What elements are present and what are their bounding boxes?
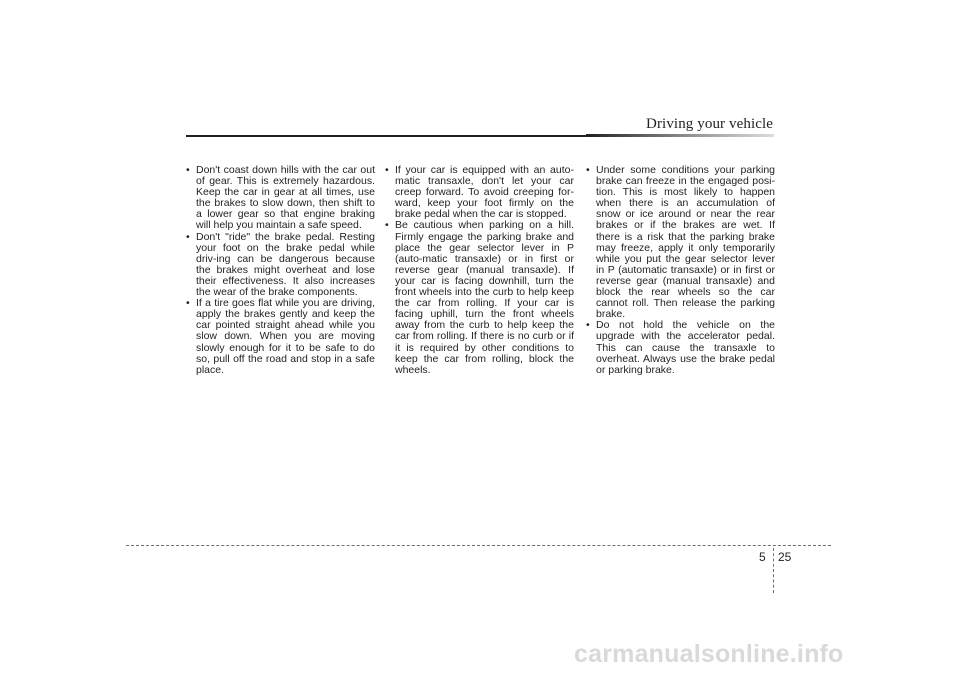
bullet-icon: • [186,164,190,176]
text-column-2 [384,165,574,376]
section-title: Driving your vehicle [646,116,773,132]
list-item-text: Don't coast down hills with the car out of gear. This is extremely hazardous. Keep the car in gear at all times, use the brakes to slow down, then shift to a lower gear so that engine braking will help you maintain a safe speed. [196,164,375,232]
list-item [384,220,574,375]
bullet-icon: • [186,230,190,243]
list-item-text: Under some conditions your parking brake can freeze in the engaged posi-tion. This is most likely to happen when there is an accumulation of snow or ice around or near the rear brakes or if the brakes are wet. If there is a risk that the parking brake may freeze, apply it only temporarily while you put the gear selector lever in P (automatic transaxle) or in first or reverse gear (manual transaxle) and block the rear wheels so the car cannot roll. Then release the parking brake. [596,164,775,321]
text-column-1 [185,165,375,376]
list-item-text: If your car is equipped with an auto-matic transaxle, don't let your car creep forward. To avoid creeping for-ward, keep your foot firmly on the brake pedal when the car is stopped. [395,164,574,221]
list-item [384,165,574,220]
list-item [185,165,375,232]
list-item-text: Do not hold the vehicle on the upgrade with the accelerator pedal. This can cause the transaxle to overheat. Always use the brake pedal or parking brake. [596,319,775,376]
text-column-3 [585,165,775,376]
bullet-icon: • [385,164,389,176]
page-number: 25 [778,550,792,564]
list-item [585,165,775,320]
bullet-icon: • [385,219,389,232]
footer-divider [126,545,831,546]
chapter-number: 5 [759,550,766,564]
list-item-text: Don't "ride" the brake pedal. Resting your foot on the brake pedal while driv-ing can be dangerous because the brakes might overheat and lose their effectiveness. It also increases the wear of the brake components. [196,230,375,299]
list-item-text: Be cautious when parking on a hill. Firmly engage the parking brake and place the gear selector lever in P (auto-matic transaxle) or in first or reverse gear (manual transaxle). If your car is facing downhill, turn the front wheels into the curb to help keep the car from rolling. If your car is facing uphill, turn the front wheels away from the curb to help keep the car from rolling. If there is no curb or if it is required by other conditions to keep the car from rolling, block the wheels. [395,219,574,376]
list-item [185,298,375,376]
list-item-text: If a tire goes flat while you are driving, apply the brakes gently and keep the car pointed straight ahead while you slow down. When you are moving slowly enough for it to be safe to do so, pull off the road and stop in a safe place. [196,297,375,376]
bullet-icon: • [586,164,590,176]
list-item [185,232,375,299]
header-rule-fade [586,134,774,137]
list-item [585,320,775,375]
header-rule [186,135,586,137]
footer-page-marker [773,548,774,593]
bullet-icon: • [586,319,590,332]
watermark: carmanualsonline.info [574,640,844,668]
bullet-icon: • [186,297,190,310]
